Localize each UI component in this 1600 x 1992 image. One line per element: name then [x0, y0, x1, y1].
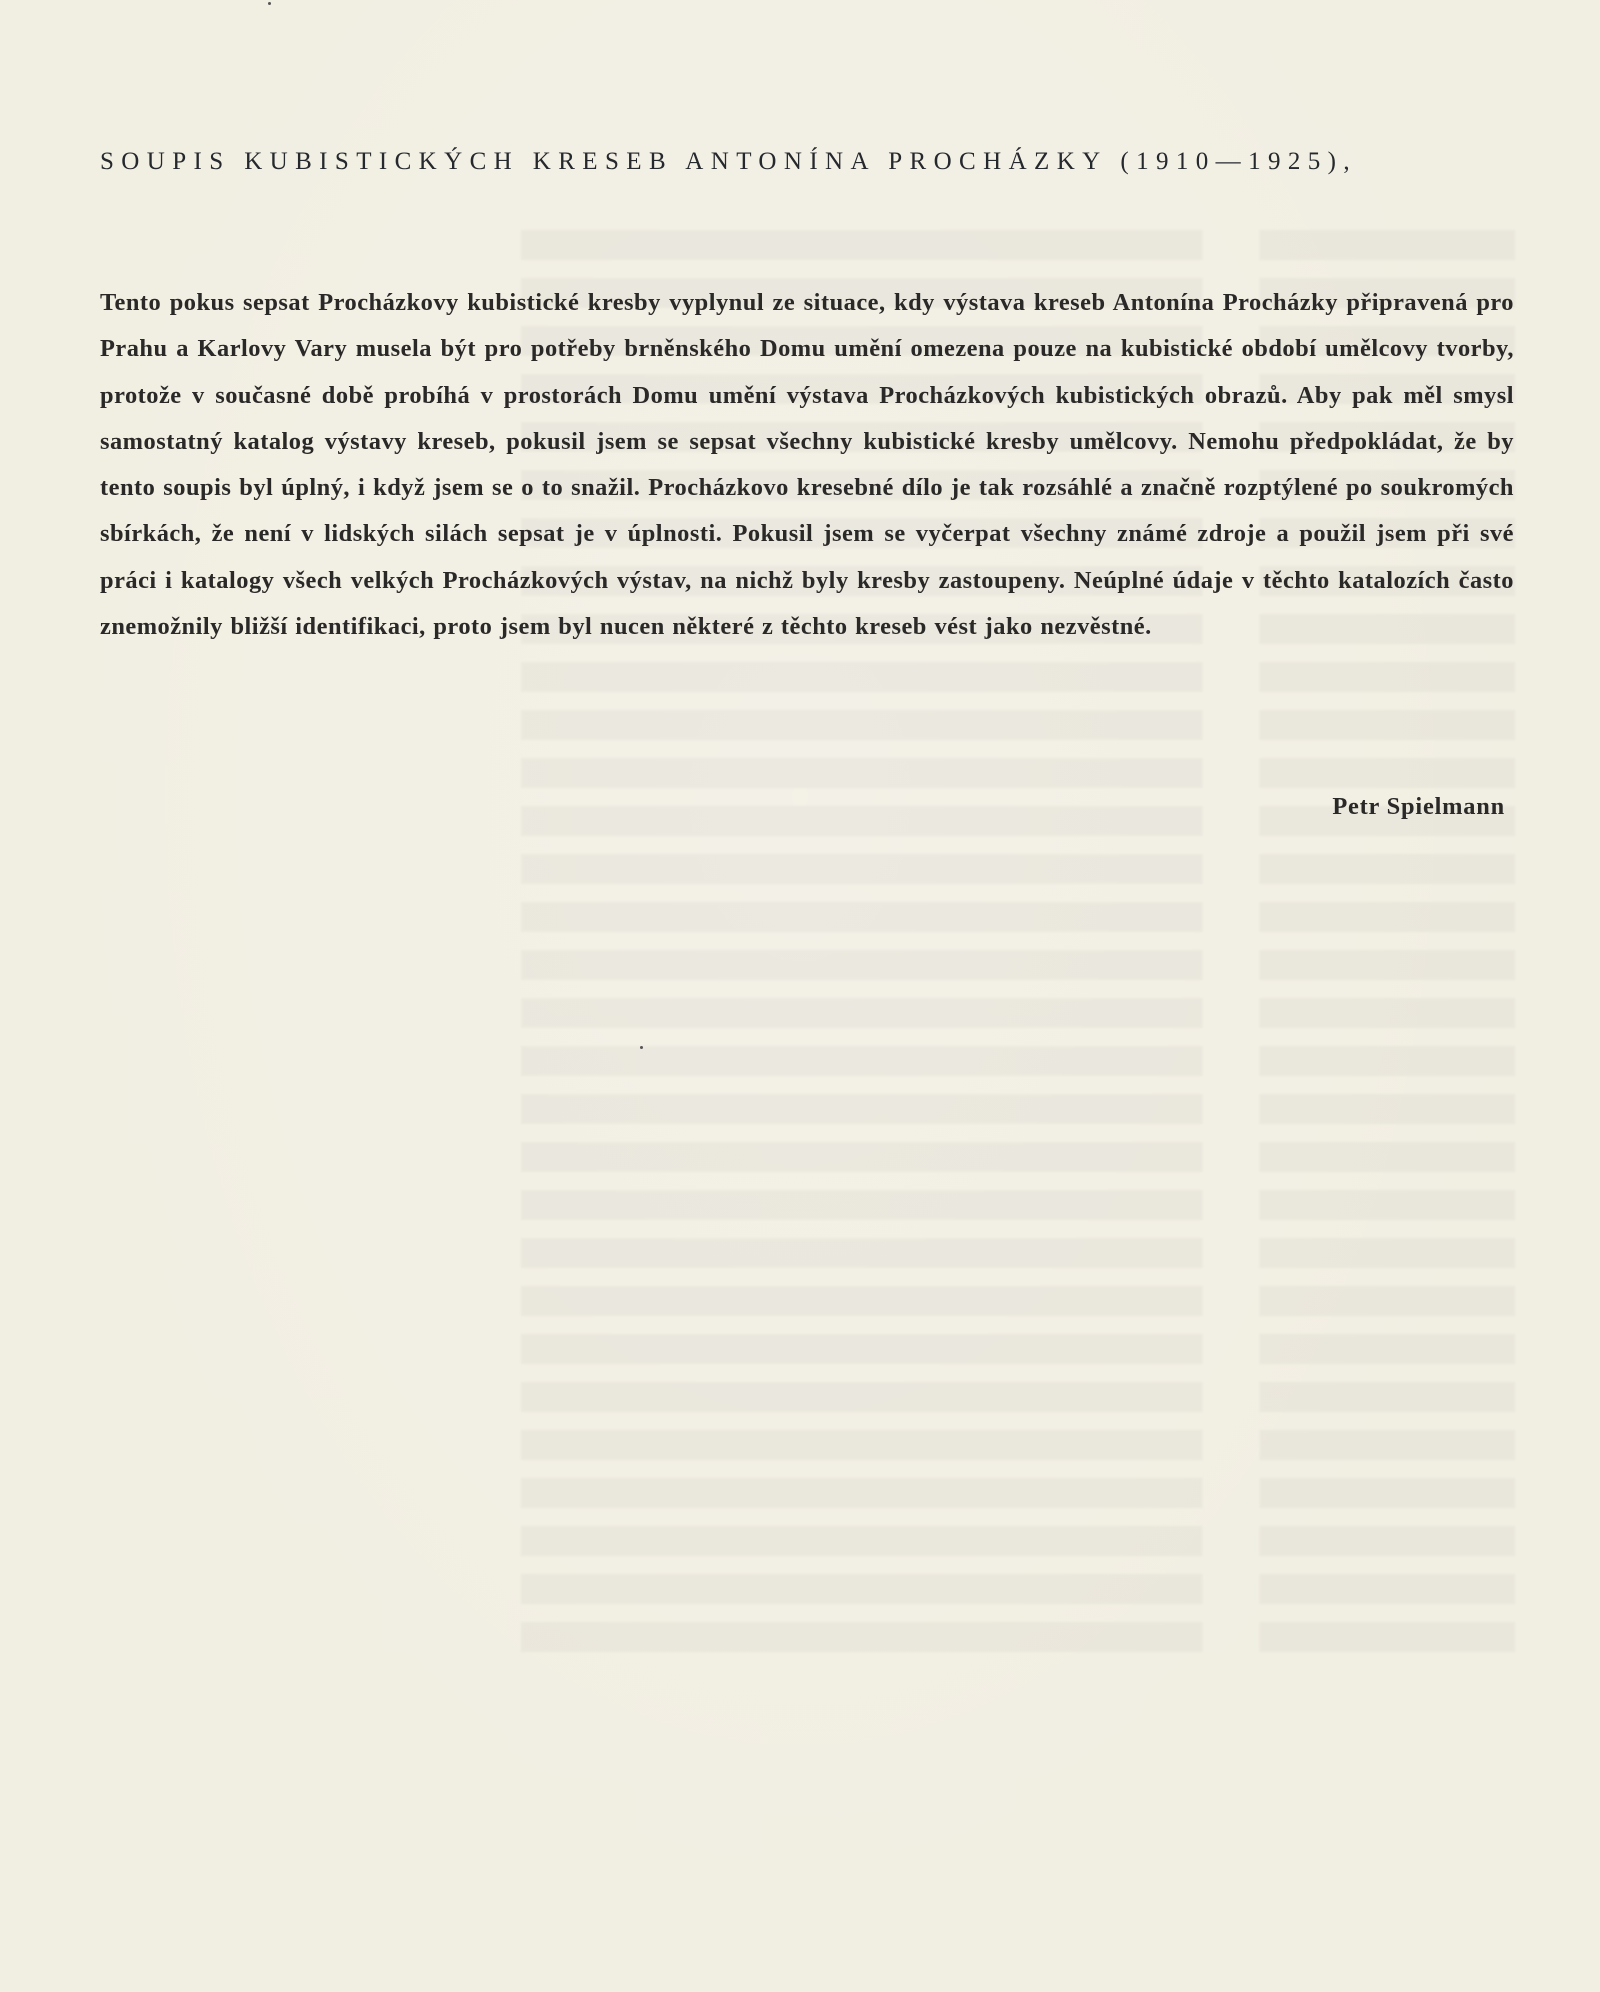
paper-speck	[640, 1046, 643, 1049]
paper-speck	[268, 2, 271, 5]
document-title: SOUPIS KUBISTICKÝCH KRESEB ANTONÍNA PROCHÁZKY (1910—1925),	[100, 148, 1358, 175]
intro-paragraph: Tento pokus sepsat Procházkovy kubistické kresby vyplynul ze situace, kdy výstava kreseb Antonína Procházky připravená pro Prahu a Karlovy Vary musela být pro potřeby brněnského Domu umění omezena pouze na kubistické období umělcovy tvorby, protože v současné době probíhá v prostorách Domu umění výstava Procházkových kubistických obrazů. Aby pak měl smysl samostatný katalog výstavy kreseb, pokusil jsem se sepsat všechny kubistické kresby umělcovy. Nemohu předpokládat, že by tento soupis byl úplný, i když jsem se o to snažil. Procházkovo kresebné dílo je tak rozsáhlé a značně rozptýlené po soukromých sbírkách, že není v lidských silách sepsat je v úplnosti. Pokusil jsem se vyčerpat všechny známé zdroje a použil jsem při své práci i katalogy všech velkých Procházkových výstav, na nichž byly kresby zastoupeny. Neúplné údaje v těchto katalozích často znemožnily bližší identifikaci, proto jsem byl nucen některé z těchto kreseb vést jako nezvěstné.	[100, 289, 1514, 641]
author-signature: Petr Spielmann	[1332, 793, 1505, 820]
